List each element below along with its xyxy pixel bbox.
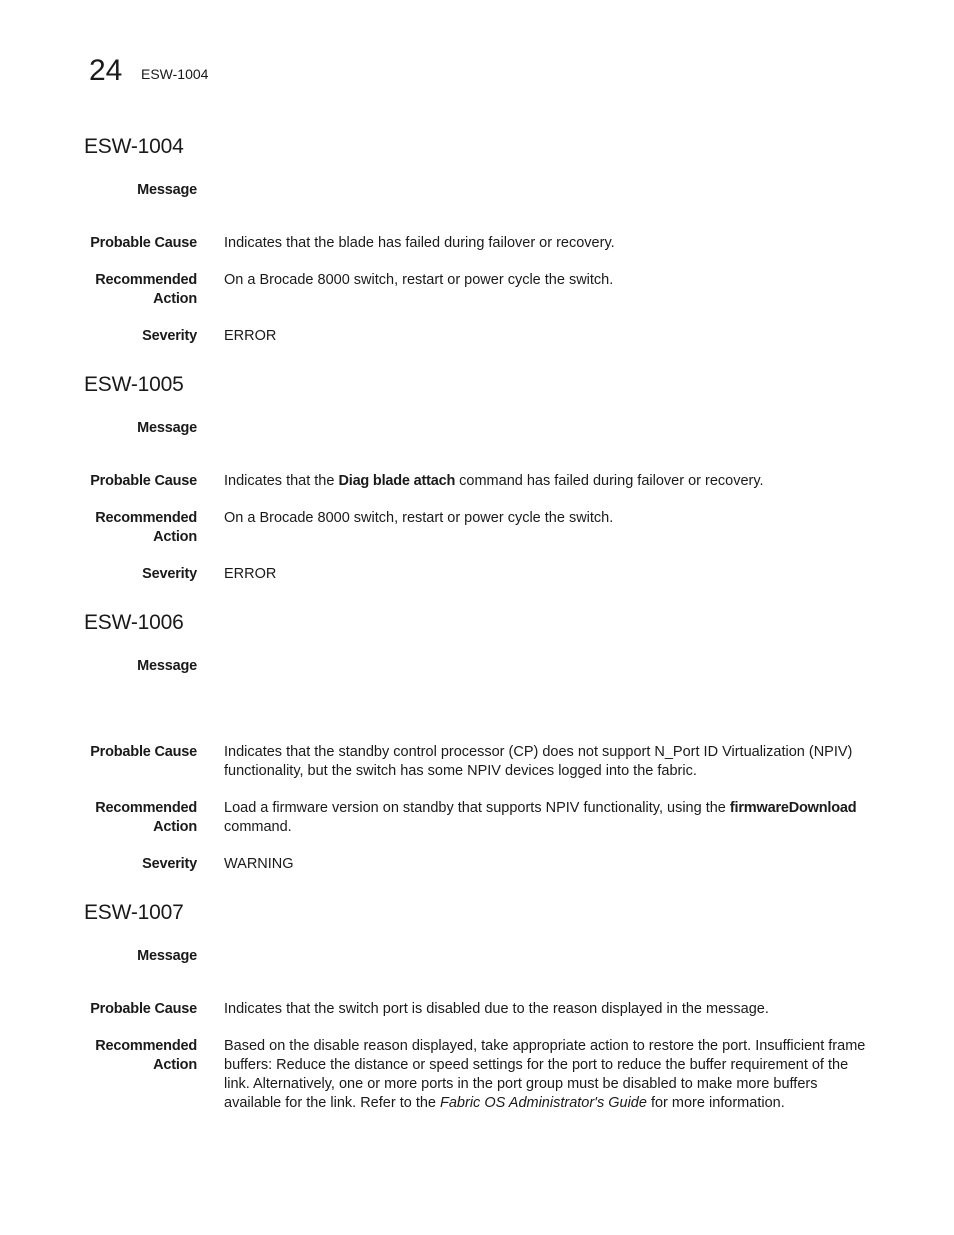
action-text-start: Based on the disable reason displayed, take appropriate action to restore the port. Insufficient frame buffers: Reduce the distance or speed settings for the port to reduce the buffer requirement of the link. Alternatively, one or more ports in the port group must be disabled to make more buffers available for the link. Refer to the — [224, 1038, 866, 1111]
cause-text-end: command has failed during failover or recovery. — [455, 473, 764, 489]
probable-cause-text — [224, 472, 874, 491]
message-section-esw-1007 — [84, 900, 884, 1111]
severity-value: ERROR — [224, 328, 277, 344]
severity-label: Severity — [142, 566, 197, 582]
command-name: Diag blade attach — [338, 473, 456, 489]
command-name: firmwareDownload — [729, 800, 857, 816]
message-section-esw-1006 — [84, 610, 884, 872]
recommended-action-text: On a Brocade 8000 switch, restart or power cycle the switch. — [224, 272, 614, 288]
probable-cause-text: Indicates that the standby control processor (CP) does not support N_Port ID Virtualization (NPIV) functionality, but the switch has some NPIV devices logged into the fabric. — [224, 744, 853, 779]
severity-label: Severity — [142, 856, 197, 872]
message-section-esw-1005 — [84, 372, 884, 582]
action-text-start: Load a firmware version on standby that supports NPIV functionality, using the — [224, 800, 730, 816]
recommended-action-label: Recommended Action — [95, 800, 197, 835]
guide-title: Fabric OS Administrator's Guide — [440, 1095, 647, 1111]
message-label: Message — [137, 182, 197, 198]
probable-cause-text: Indicates that the blade has failed during failover or recovery. — [224, 235, 615, 251]
cause-text-start: Indicates that the — [224, 473, 339, 489]
recommended-action-label: Recommended Action — [95, 510, 197, 545]
action-text-end: for more information. — [646, 1095, 785, 1111]
probable-cause-label: Probable Cause — [90, 744, 197, 760]
severity-label: Severity — [142, 328, 197, 344]
recommended-action-label: Recommended Action — [95, 1038, 197, 1073]
section-title: ESW-1007 — [84, 901, 184, 924]
recommended-action-label: Recommended Action — [95, 272, 197, 307]
section-title: ESW-1004 — [84, 135, 184, 158]
severity-value: WARNING — [224, 856, 294, 872]
running-title: ESW-1004 — [141, 66, 209, 82]
message-label: Message — [137, 948, 197, 964]
recommended-action-text: On a Brocade 8000 switch, restart or power cycle the switch. — [224, 510, 614, 526]
message-label: Message — [137, 420, 197, 436]
severity-value: ERROR — [224, 566, 277, 582]
recommended-action-text — [224, 799, 874, 837]
chapter-number: 24 — [89, 54, 123, 87]
probable-cause-label: Probable Cause — [90, 473, 197, 489]
message-section-esw-1004 — [84, 134, 884, 344]
message-label: Message — [137, 658, 197, 674]
probable-cause-label: Probable Cause — [90, 1001, 197, 1017]
action-text-end: command. — [224, 819, 292, 835]
recommended-action-text — [224, 1037, 874, 1113]
probable-cause-text: Indicates that the switch port is disabled due to the reason displayed in the message. — [224, 1001, 769, 1017]
probable-cause-label: Probable Cause — [90, 235, 197, 251]
section-title: ESW-1005 — [84, 373, 184, 396]
section-title: ESW-1006 — [84, 611, 184, 634]
